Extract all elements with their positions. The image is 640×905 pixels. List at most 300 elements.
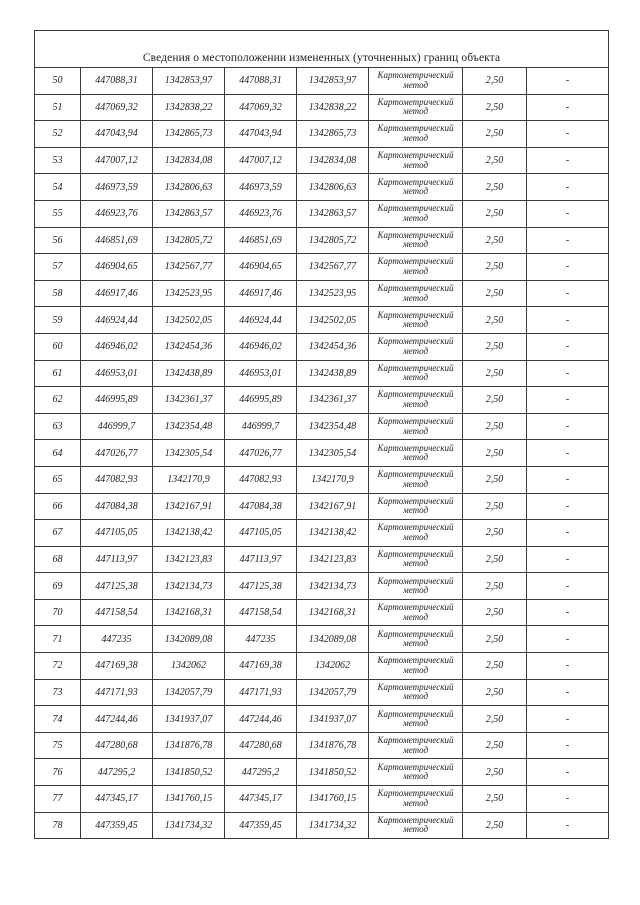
method-line-1: Картометрический — [377, 575, 454, 586]
method-line-2: метод — [402, 106, 429, 117]
method-cell — [369, 653, 463, 680]
accuracy-cell: 2,50 — [463, 679, 527, 706]
method-cell — [369, 200, 463, 227]
table-row — [35, 413, 609, 440]
description-cell: - — [527, 227, 609, 254]
description-cell: - — [527, 307, 609, 334]
table-row — [35, 121, 609, 148]
method-cell — [369, 227, 463, 254]
method-cell — [369, 466, 463, 493]
description-cell: - — [527, 520, 609, 547]
table-row — [35, 200, 609, 227]
table-row — [35, 280, 609, 307]
y-existing-cell: 1342305,54 — [153, 440, 225, 467]
x-existing-cell: 447280,68 — [81, 732, 153, 759]
method-line-1: Картометрический — [377, 495, 454, 506]
method-line-2: метод — [402, 239, 429, 250]
y-refined-cell: 1342057,79 — [297, 679, 369, 706]
y-refined-cell: 1341760,15 — [297, 786, 369, 813]
x-refined-cell: 447084,38 — [225, 493, 297, 520]
table-row — [35, 68, 609, 95]
y-existing-cell: 1342838,22 — [153, 94, 225, 121]
table-row — [35, 254, 609, 281]
table-title: Сведения о местоположении измененных (уточненных) границ объекта — [35, 31, 609, 68]
x-existing-cell: 447113,97 — [81, 546, 153, 573]
y-existing-cell: 1342454,36 — [153, 333, 225, 360]
y-existing-cell: 1342168,31 — [153, 599, 225, 626]
y-refined-cell: 1342853,97 — [297, 68, 369, 95]
method-line-1: Картометрический — [377, 602, 454, 613]
x-refined-cell: 447171,93 — [225, 679, 297, 706]
description-cell: - — [527, 360, 609, 387]
accuracy-cell: 2,50 — [463, 68, 527, 95]
y-refined-cell: 1342838,22 — [297, 94, 369, 121]
table-header-row — [35, 31, 609, 68]
method-line-2: метод — [402, 797, 429, 808]
point-number-cell: 64 — [35, 440, 81, 467]
x-existing-cell: 447158,54 — [81, 599, 153, 626]
y-refined-cell: 1342123,83 — [297, 546, 369, 573]
point-number-cell: 61 — [35, 360, 81, 387]
y-existing-cell: 1342865,73 — [153, 121, 225, 148]
y-existing-cell: 1342523,95 — [153, 280, 225, 307]
x-existing-cell: 447171,93 — [81, 679, 153, 706]
x-refined-cell: 447113,97 — [225, 546, 297, 573]
point-number-cell: 76 — [35, 759, 81, 786]
table-row — [35, 679, 609, 706]
method-line-1: Картометрический — [377, 628, 454, 639]
y-refined-cell: 1342454,36 — [297, 333, 369, 360]
y-existing-cell: 1342167,91 — [153, 493, 225, 520]
y-existing-cell: 1342057,79 — [153, 679, 225, 706]
description-cell: - — [527, 280, 609, 307]
point-number-cell: 75 — [35, 732, 81, 759]
method-line-1: Картометрический — [377, 416, 454, 427]
x-refined-cell: 447359,45 — [225, 812, 297, 839]
method-line-1: Картометрический — [377, 548, 454, 559]
point-number-cell: 58 — [35, 280, 81, 307]
point-number-cell: 68 — [35, 546, 81, 573]
method-cell — [369, 440, 463, 467]
method-line-1: Картометрический — [377, 655, 454, 666]
point-number-cell: 59 — [35, 307, 81, 334]
method-line-2: метод — [402, 319, 429, 330]
method-line-1: Картометрический — [377, 176, 454, 187]
method-cell — [369, 759, 463, 786]
method-line-1: Картометрический — [377, 442, 454, 453]
description-cell: - — [527, 653, 609, 680]
method-cell — [369, 333, 463, 360]
table-row — [35, 759, 609, 786]
method-line-1: Картометрический — [377, 229, 454, 240]
x-existing-cell: 447069,32 — [81, 94, 153, 121]
point-number-cell: 67 — [35, 520, 81, 547]
accuracy-cell: 2,50 — [463, 413, 527, 440]
description-cell: - — [527, 732, 609, 759]
y-refined-cell: 1342438,89 — [297, 360, 369, 387]
x-existing-cell: 446995,89 — [81, 387, 153, 414]
x-refined-cell: 447295,2 — [225, 759, 297, 786]
table-body — [35, 68, 609, 839]
description-cell: - — [527, 786, 609, 813]
method-cell — [369, 360, 463, 387]
accuracy-cell: 2,50 — [463, 440, 527, 467]
y-refined-cell: 1342134,73 — [297, 573, 369, 600]
x-refined-cell: 446917,46 — [225, 280, 297, 307]
table-row — [35, 174, 609, 201]
y-refined-cell: 1342834,08 — [297, 147, 369, 174]
method-cell — [369, 307, 463, 334]
description-cell: - — [527, 333, 609, 360]
accuracy-cell: 2,50 — [463, 307, 527, 334]
method-line-1: Картометрический — [377, 761, 454, 772]
y-refined-cell: 1342865,73 — [297, 121, 369, 148]
description-cell: - — [527, 493, 609, 520]
method-line-2: метод — [402, 744, 429, 755]
y-existing-cell: 1341760,15 — [153, 786, 225, 813]
point-number-cell: 54 — [35, 174, 81, 201]
method-line-1: Картометрический — [377, 362, 454, 373]
x-refined-cell: 447088,31 — [225, 68, 297, 95]
x-refined-cell: 447169,38 — [225, 653, 297, 680]
table-row — [35, 466, 609, 493]
description-cell: - — [527, 200, 609, 227]
accuracy-cell: 2,50 — [463, 94, 527, 121]
y-refined-cell: 1342863,57 — [297, 200, 369, 227]
x-refined-cell: 446923,76 — [225, 200, 297, 227]
method-cell — [369, 812, 463, 839]
method-cell — [369, 546, 463, 573]
table-row — [35, 307, 609, 334]
x-refined-cell: 446851,69 — [225, 227, 297, 254]
table-row — [35, 333, 609, 360]
method-line-1: Картометрический — [377, 96, 454, 107]
x-refined-cell: 447235 — [225, 626, 297, 653]
x-existing-cell: 447345,17 — [81, 786, 153, 813]
table-row — [35, 147, 609, 174]
method-line-2: метод — [402, 558, 429, 569]
method-line-2: метод — [402, 79, 429, 90]
point-number-cell: 70 — [35, 599, 81, 626]
y-existing-cell: 1342138,42 — [153, 520, 225, 547]
description-cell: - — [527, 68, 609, 95]
method-line-2: метод — [402, 265, 429, 276]
method-line-1: Картометрический — [377, 708, 454, 719]
y-existing-cell: 1342354,48 — [153, 413, 225, 440]
description-cell: - — [527, 94, 609, 121]
y-existing-cell: 1341876,78 — [153, 732, 225, 759]
method-cell — [369, 493, 463, 520]
accuracy-cell: 2,50 — [463, 546, 527, 573]
accuracy-cell: 2,50 — [463, 333, 527, 360]
x-existing-cell: 446923,76 — [81, 200, 153, 227]
y-refined-cell: 1342354,48 — [297, 413, 369, 440]
method-cell — [369, 174, 463, 201]
method-line-1: Картометрический — [377, 469, 454, 480]
x-existing-cell: 447082,93 — [81, 466, 153, 493]
method-line-1: Картометрический — [377, 522, 454, 533]
method-cell — [369, 573, 463, 600]
method-line-1: Картометрический — [377, 788, 454, 799]
x-existing-cell: 447088,31 — [81, 68, 153, 95]
method-line-2: метод — [402, 159, 429, 170]
x-refined-cell: 446999,7 — [225, 413, 297, 440]
method-line-1: Картометрический — [377, 256, 454, 267]
accuracy-cell: 2,50 — [463, 626, 527, 653]
table-row — [35, 360, 609, 387]
x-refined-cell: 446973,59 — [225, 174, 297, 201]
y-existing-cell: 1342853,97 — [153, 68, 225, 95]
description-cell: - — [527, 121, 609, 148]
y-refined-cell: 1342805,72 — [297, 227, 369, 254]
accuracy-cell: 2,50 — [463, 759, 527, 786]
accuracy-cell: 2,50 — [463, 147, 527, 174]
point-number-cell: 50 — [35, 68, 81, 95]
method-cell — [369, 520, 463, 547]
table-row — [35, 599, 609, 626]
method-line-2: метод — [402, 452, 429, 463]
description-cell: - — [527, 254, 609, 281]
method-line-2: метод — [402, 718, 429, 729]
y-existing-cell: 1342170,9 — [153, 466, 225, 493]
point-number-cell: 62 — [35, 387, 81, 414]
description-cell: - — [527, 573, 609, 600]
table-row — [35, 546, 609, 573]
x-existing-cell: 447295,2 — [81, 759, 153, 786]
method-line-1: Картометрический — [377, 70, 454, 81]
document-page — [34, 30, 608, 839]
accuracy-cell: 2,50 — [463, 573, 527, 600]
method-line-1: Картометрический — [377, 336, 454, 347]
table-row — [35, 732, 609, 759]
method-line-1: Картометрический — [377, 283, 454, 294]
y-existing-cell: 1341850,52 — [153, 759, 225, 786]
x-existing-cell: 446946,02 — [81, 333, 153, 360]
method-cell — [369, 786, 463, 813]
x-existing-cell: 447235 — [81, 626, 153, 653]
accuracy-cell: 2,50 — [463, 493, 527, 520]
x-existing-cell: 446851,69 — [81, 227, 153, 254]
y-existing-cell: 1342834,08 — [153, 147, 225, 174]
point-number-cell: 78 — [35, 812, 81, 839]
method-line-2: метод — [402, 425, 429, 436]
x-refined-cell: 447043,94 — [225, 121, 297, 148]
x-existing-cell: 446953,01 — [81, 360, 153, 387]
method-line-2: метод — [402, 398, 429, 409]
table-row — [35, 653, 609, 680]
x-refined-cell: 447280,68 — [225, 732, 297, 759]
method-line-1: Картометрический — [377, 309, 454, 320]
table-row — [35, 520, 609, 547]
table-row — [35, 387, 609, 414]
point-number-cell: 73 — [35, 679, 81, 706]
accuracy-cell: 2,50 — [463, 121, 527, 148]
method-cell — [369, 94, 463, 121]
y-refined-cell: 1342502,05 — [297, 307, 369, 334]
accuracy-cell: 2,50 — [463, 812, 527, 839]
method-cell — [369, 413, 463, 440]
method-cell — [369, 68, 463, 95]
point-number-cell: 72 — [35, 653, 81, 680]
point-number-cell: 53 — [35, 147, 81, 174]
description-cell: - — [527, 759, 609, 786]
point-number-cell: 52 — [35, 121, 81, 148]
method-line-1: Картометрический — [377, 150, 454, 161]
method-line-1: Картометрический — [377, 681, 454, 692]
y-refined-cell: 1342170,9 — [297, 466, 369, 493]
table-row — [35, 227, 609, 254]
x-refined-cell: 447007,12 — [225, 147, 297, 174]
accuracy-cell: 2,50 — [463, 174, 527, 201]
method-line-2: метод — [402, 186, 429, 197]
point-number-cell: 55 — [35, 200, 81, 227]
y-refined-cell: 1342168,31 — [297, 599, 369, 626]
point-number-cell: 60 — [35, 333, 81, 360]
x-refined-cell: 447244,46 — [225, 706, 297, 733]
description-cell: - — [527, 147, 609, 174]
method-line-2: метод — [402, 611, 429, 622]
accuracy-cell: 2,50 — [463, 227, 527, 254]
x-existing-cell: 447105,05 — [81, 520, 153, 547]
description-cell: - — [527, 440, 609, 467]
x-existing-cell: 447043,94 — [81, 121, 153, 148]
y-existing-cell: 1342502,05 — [153, 307, 225, 334]
description-cell: - — [527, 626, 609, 653]
y-refined-cell: 1342138,42 — [297, 520, 369, 547]
y-existing-cell: 1342123,83 — [153, 546, 225, 573]
point-number-cell: 51 — [35, 94, 81, 121]
x-refined-cell: 447105,05 — [225, 520, 297, 547]
description-cell: - — [527, 174, 609, 201]
x-refined-cell: 447069,32 — [225, 94, 297, 121]
accuracy-cell: 2,50 — [463, 706, 527, 733]
y-existing-cell: 1342567,77 — [153, 254, 225, 281]
method-line-2: метод — [402, 478, 429, 489]
method-cell — [369, 387, 463, 414]
y-refined-cell: 1341876,78 — [297, 732, 369, 759]
method-cell — [369, 626, 463, 653]
method-line-1: Картометрический — [377, 203, 454, 214]
point-number-cell: 71 — [35, 626, 81, 653]
x-existing-cell: 447359,45 — [81, 812, 153, 839]
y-existing-cell: 1342806,63 — [153, 174, 225, 201]
method-cell — [369, 254, 463, 281]
y-refined-cell: 1341937,07 — [297, 706, 369, 733]
method-cell — [369, 147, 463, 174]
accuracy-cell: 2,50 — [463, 200, 527, 227]
method-cell — [369, 706, 463, 733]
method-line-2: метод — [402, 212, 429, 223]
y-existing-cell: 1342361,37 — [153, 387, 225, 414]
x-existing-cell: 447007,12 — [81, 147, 153, 174]
point-number-cell: 77 — [35, 786, 81, 813]
y-refined-cell: 1342062 — [297, 653, 369, 680]
point-number-cell: 65 — [35, 466, 81, 493]
accuracy-cell: 2,50 — [463, 786, 527, 813]
point-number-cell: 57 — [35, 254, 81, 281]
description-cell: - — [527, 812, 609, 839]
x-existing-cell: 446999,7 — [81, 413, 153, 440]
table-row — [35, 440, 609, 467]
method-line-1: Картометрический — [377, 389, 454, 400]
y-existing-cell: 1342089,08 — [153, 626, 225, 653]
method-cell — [369, 121, 463, 148]
y-refined-cell: 1342361,37 — [297, 387, 369, 414]
table-row — [35, 812, 609, 839]
accuracy-cell: 2,50 — [463, 466, 527, 493]
table-row — [35, 94, 609, 121]
description-cell: - — [527, 599, 609, 626]
description-cell: - — [527, 387, 609, 414]
y-refined-cell: 1342167,91 — [297, 493, 369, 520]
x-existing-cell: 447026,77 — [81, 440, 153, 467]
x-refined-cell: 447158,54 — [225, 599, 297, 626]
x-refined-cell: 446953,01 — [225, 360, 297, 387]
table-row — [35, 626, 609, 653]
method-line-1: Картометрический — [377, 735, 454, 746]
table-row — [35, 493, 609, 520]
method-cell — [369, 599, 463, 626]
x-refined-cell: 447345,17 — [225, 786, 297, 813]
table-row — [35, 786, 609, 813]
description-cell: - — [527, 679, 609, 706]
method-line-2: метод — [402, 292, 429, 303]
x-existing-cell: 447084,38 — [81, 493, 153, 520]
y-existing-cell: 1342805,72 — [153, 227, 225, 254]
x-refined-cell: 447026,77 — [225, 440, 297, 467]
y-existing-cell: 1342134,73 — [153, 573, 225, 600]
method-cell — [369, 679, 463, 706]
y-refined-cell: 1342089,08 — [297, 626, 369, 653]
method-line-2: метод — [402, 638, 429, 649]
y-existing-cell: 1342062 — [153, 653, 225, 680]
x-existing-cell: 446904,65 — [81, 254, 153, 281]
description-cell: - — [527, 466, 609, 493]
method-line-2: метод — [402, 372, 429, 383]
x-existing-cell: 446924,44 — [81, 307, 153, 334]
x-refined-cell: 447125,38 — [225, 573, 297, 600]
x-refined-cell: 446904,65 — [225, 254, 297, 281]
y-refined-cell: 1342567,77 — [297, 254, 369, 281]
boundary-points-table — [34, 30, 609, 839]
y-refined-cell: 1342806,63 — [297, 174, 369, 201]
y-refined-cell: 1342305,54 — [297, 440, 369, 467]
point-number-cell: 56 — [35, 227, 81, 254]
method-line-2: метод — [402, 771, 429, 782]
accuracy-cell: 2,50 — [463, 599, 527, 626]
method-line-2: метод — [402, 664, 429, 675]
description-cell: - — [527, 413, 609, 440]
accuracy-cell: 2,50 — [463, 732, 527, 759]
x-refined-cell: 446995,89 — [225, 387, 297, 414]
y-existing-cell: 1341734,32 — [153, 812, 225, 839]
method-cell — [369, 280, 463, 307]
method-line-1: Картометрический — [377, 123, 454, 134]
y-refined-cell: 1342523,95 — [297, 280, 369, 307]
point-number-cell: 63 — [35, 413, 81, 440]
method-cell — [369, 732, 463, 759]
y-existing-cell: 1342863,57 — [153, 200, 225, 227]
method-line-2: метод — [402, 585, 429, 596]
description-cell: - — [527, 546, 609, 573]
x-existing-cell: 447244,46 — [81, 706, 153, 733]
description-cell: - — [527, 706, 609, 733]
point-number-cell: 69 — [35, 573, 81, 600]
x-refined-cell: 446946,02 — [225, 333, 297, 360]
accuracy-cell: 2,50 — [463, 520, 527, 547]
y-refined-cell: 1341734,32 — [297, 812, 369, 839]
point-number-cell: 66 — [35, 493, 81, 520]
